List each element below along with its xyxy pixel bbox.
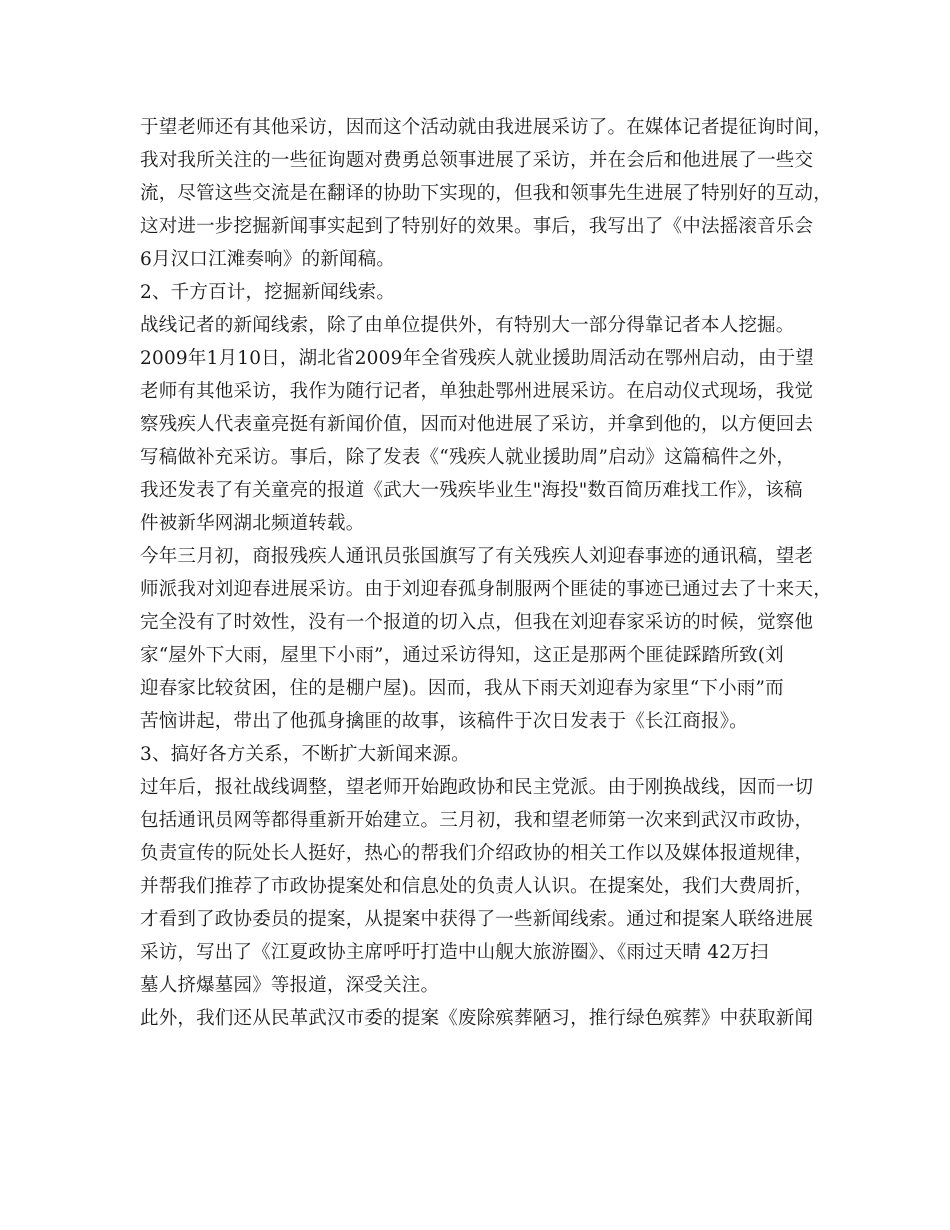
text-line: 写稿做补充采访。事后，除了发表《“残疾人就业援助周”启动》这篇稿件之外，: [140, 447, 796, 468]
text-line: 过年后，报社战线调整，望老师开始跑政协和民主党派。由于刚换战线，因而一切: [140, 777, 814, 798]
text-line: 我对我所关注的一些征询题对费勇总领事进展了采访，并在会后和他进展了一些交: [140, 150, 814, 171]
text-line: 6月汉口江滩奏响》的新闻稿。: [140, 249, 396, 270]
text-line: 件被新华网湖北频道转载。: [140, 513, 365, 534]
text-line: 完全没有了时效性，没有一个报道的切入点，但我在刘迎春家采访的时候，觉察他: [140, 612, 814, 633]
text-line: 并帮我们推荐了市政协提案处和信息处的负责人认识。在提案处，我们大费周折，: [140, 876, 814, 897]
text-line: 老师有其他采访，我作为随行记者，单独赴鄂州进展采访。在启动仪式现场，我觉: [140, 381, 814, 402]
text-line: 包括通讯员网等都得重新开始建立。三月初，我和望老师第一次来到武汉市政协，: [140, 810, 814, 831]
text-line: 负责宣传的阮处长人挺好，热心的帮我们介绍政协的相关工作以及媒体报道规律，: [140, 843, 814, 864]
text-line: 2009年1月10日，湖北省2009年全省残疾人就业援助周活动在鄂州启动，由于望: [140, 348, 814, 369]
text-line: 我还发表了有关童亮的报道《武大一残疾毕业生"海投"数百简历难找工作》，该稿: [140, 480, 803, 501]
text-line: 今年三月初，商报残疾人通讯员张国旗写了有关残疾人刘迎春事迹的通讯稿，望老: [140, 546, 814, 567]
text-line: 此外，我们还从民革武汉市委的提案《废除殡葬陋习，推行绿色殡葬》中获取新闻: [140, 1008, 814, 1029]
text-line: 家“屋外下大雨，屋里下小雨”，通过采访得知，这正是那两个匪徒踩踏所致(刘: [140, 645, 784, 666]
section-heading: 3、搞好各方关系，不断扩大新闻来源。: [140, 744, 470, 765]
text-line: 师派我对刘迎春进展采访。由于刘迎春孤身制服两个匪徒的事迹已通过去了十来天，: [140, 579, 832, 600]
text-line: 战线记者的新闻线索，除了由单位提供外，有特别大一部分得靠记者本人挖掘。: [140, 315, 795, 336]
text-line: 采访，写出了《江夏政协主席呼吁打造中山舰大旅游圈》、《雨过天晴 42万扫: [140, 942, 769, 963]
text-line: 于望老师还有其他采访，因而这个活动就由我进展采访了。在媒体记者提征询时间，: [140, 117, 832, 138]
text-line: 这对进一步挖掘新闻事实起到了特别好的效果。事后，我写出了《中法摇滚音乐会: [140, 216, 814, 237]
text-line: 墓人挤爆墓园》等报道，深受关注。: [140, 975, 440, 996]
text-line: 迎春家比较贫困，住的是棚户屋)。因而，我从下雨天刘迎春为家里“下小雨”而: [140, 678, 784, 699]
text-line: 才看到了政协委员的提案，从提案中获得了一些新闻线索。通过和提案人联络进展: [140, 909, 814, 930]
document-body: [140, 111, 830, 1035]
text-line: 察残疾人代表童亮挺有新闻价值，因而对他进展了采访，并拿到他的，以方便回去: [140, 414, 814, 435]
text-line: 流，尽管这些交流是在翻译的协助下实现的，但我和领事先生进展了特别好的互动，: [140, 183, 832, 204]
text-line: 苦恼讲起，带出了他孤身擒匪的故事，该稿件于次日发表于《长江商报》。: [140, 711, 748, 732]
section-heading: 2、千方百计，挖掘新闻线索。: [140, 282, 396, 303]
